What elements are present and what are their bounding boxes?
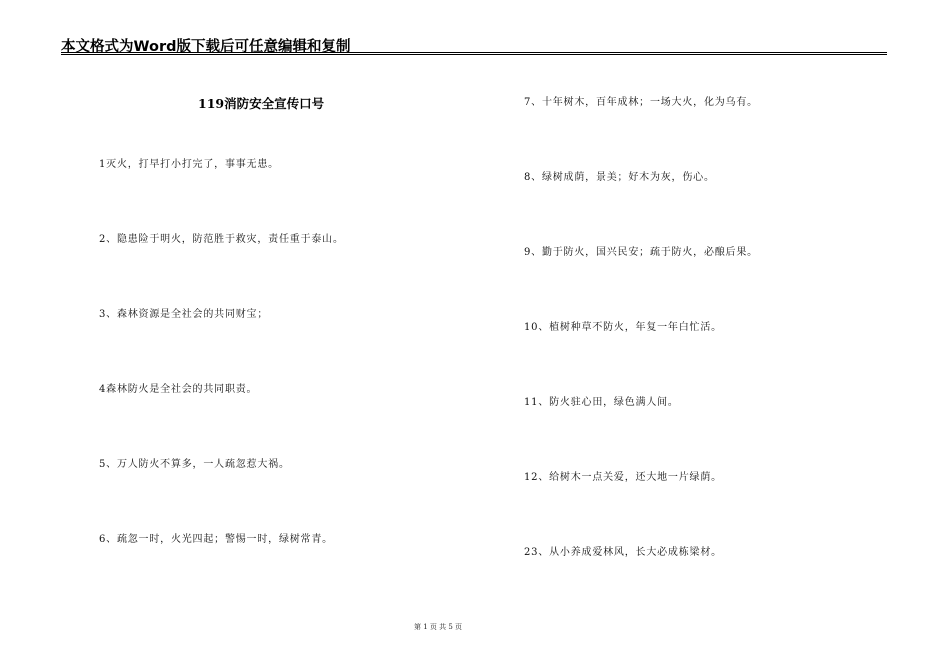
slogan-item: 11、防火驻心田，绿色满人间。 bbox=[524, 397, 679, 408]
slogan-item: 4森林防火是全社会的共同职责。 bbox=[99, 384, 258, 395]
slogan-item: 6、疏忽一时，火光四起；警惕一时，绿树常青。 bbox=[99, 534, 333, 545]
slogan-item: 5、万人防火不算多，一人疏忽惹大祸。 bbox=[99, 459, 290, 470]
slogan-item: 9、勤于防火，国兴民安；疏于防火，必酿后果。 bbox=[524, 247, 758, 258]
document-title: 119消防安全宣传口号 bbox=[198, 96, 325, 111]
header-divider-secondary bbox=[61, 54, 887, 55]
slogan-item: 1灭火，打早打小打完了，事事无患。 bbox=[99, 159, 279, 170]
header-title: 本文格式为Word版下载后可任意编辑和复制 bbox=[61, 39, 351, 55]
slogan-item: 12、给树木一点关爱，还大地一片绿荫。 bbox=[524, 472, 722, 483]
slogan-item: 7、十年树木，百年成林；一场大火，化为乌有。 bbox=[524, 97, 758, 108]
slogan-item: 2、隐患险于明火，防范胜于救灾，责任重于泰山。 bbox=[99, 234, 344, 245]
slogan-item: 3、森林资源是全社会的共同财宝； bbox=[99, 309, 269, 320]
slogan-item: 8、绿树成荫，景美；好木为灰，伤心。 bbox=[524, 172, 715, 183]
header-divider bbox=[61, 52, 887, 53]
slogan-item: 10、植树种草不防火，年复一年白忙活。 bbox=[524, 322, 722, 333]
slogan-item: 23、从小养成爱林风，长大必成栋梁材。 bbox=[524, 547, 722, 558]
page-number-footer: 第 1 页 共 5 页 bbox=[414, 623, 463, 631]
